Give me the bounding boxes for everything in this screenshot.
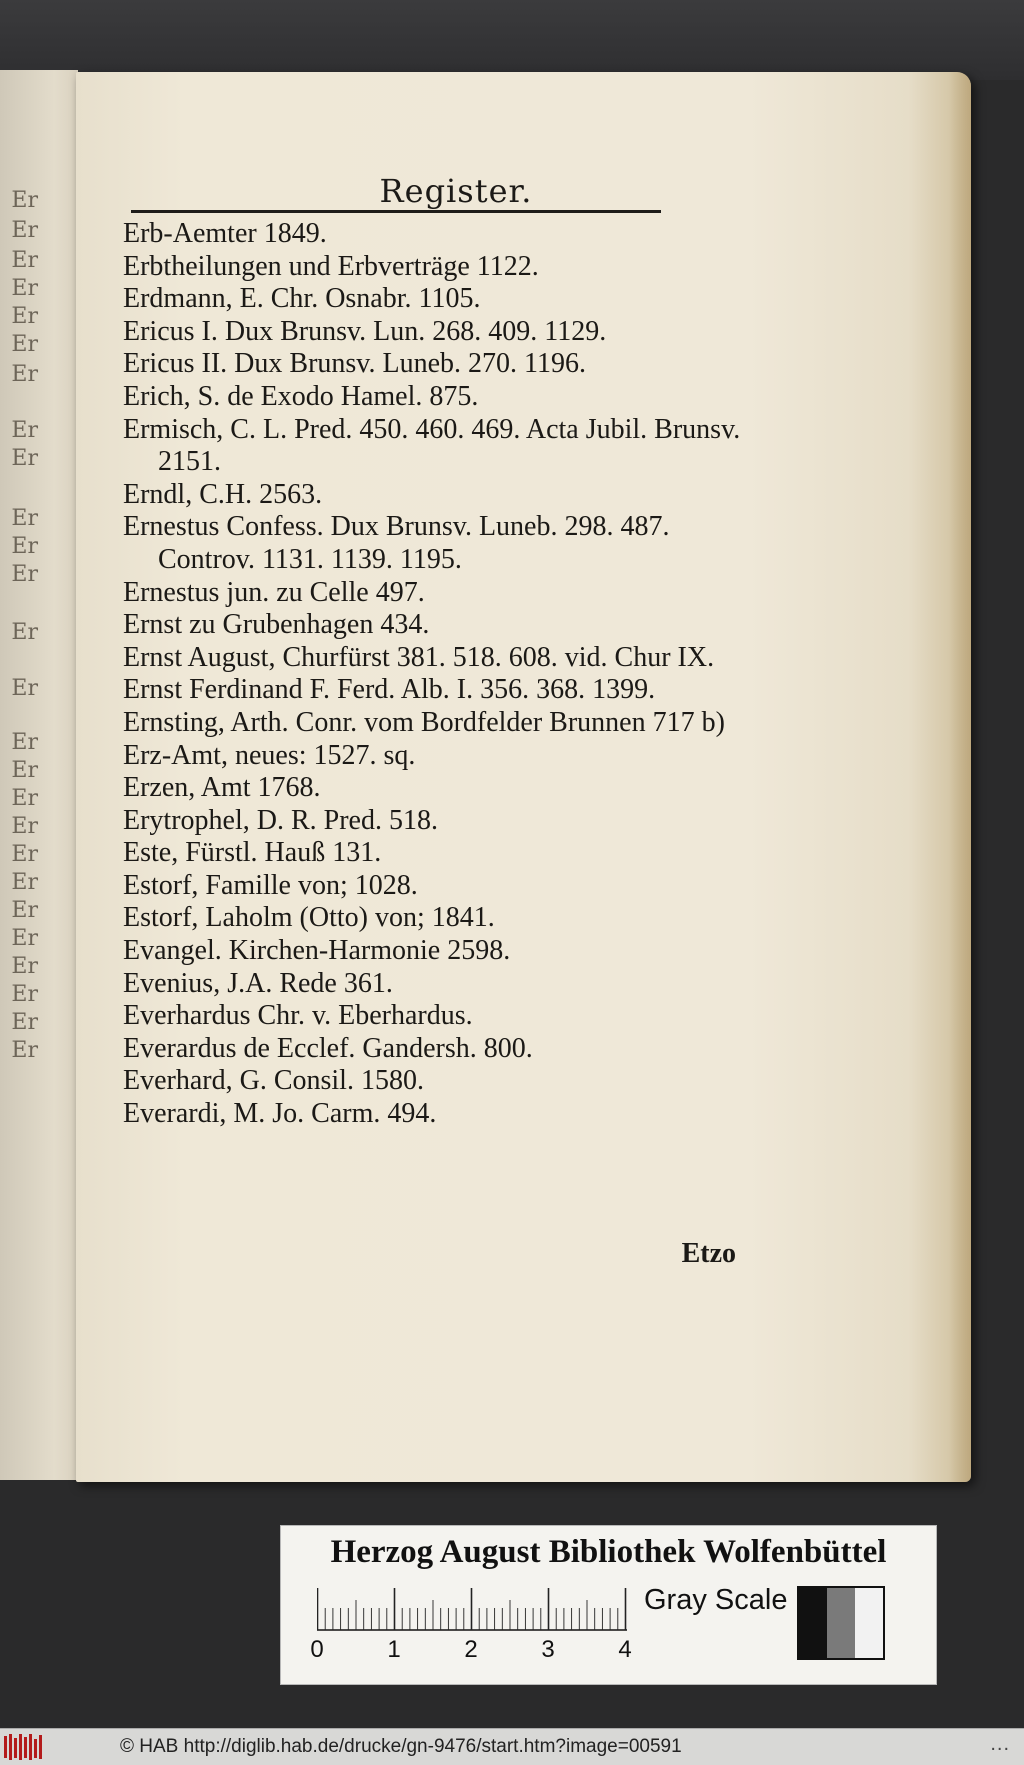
left-page-glyph: Er	[11, 1010, 38, 1035]
register-entry: Erzen, Amt 1768.	[123, 772, 321, 804]
register-entry: Estorf, Laholm (Otto) von; 1841.	[123, 902, 495, 934]
left-page-glyph: Er	[11, 814, 38, 839]
left-page-glyph: Er	[11, 758, 38, 783]
register-entry: Ernst Ferdinand F. Ferd. Alb. I. 356. 368. 1399.	[123, 674, 656, 706]
left-page-glyph: Er	[11, 926, 38, 951]
register-entry: Erich, S. de Exodo Hamel. 875.	[123, 380, 479, 412]
left-page-glyph: Er	[11, 842, 38, 867]
left-page-glyph: Er	[11, 304, 38, 329]
register-entry: Erdmann, E. Chr. Osnabr. 1105.	[123, 283, 481, 315]
head-rule	[131, 210, 661, 213]
left-page-glyph: Er	[11, 534, 38, 559]
register-entry: Ericus II. Dux Brunsv. Luneb. 270. 1196.	[123, 348, 586, 380]
ruler-number: 0	[310, 1636, 324, 1663]
ruler-number: 2	[464, 1636, 478, 1663]
hab-logo-icon	[4, 1734, 46, 1760]
register-entries	[123, 218, 763, 1131]
register-entry: Erbtheilungen und Erbverträge 1122.	[123, 250, 539, 282]
register-entry: Ernsting, Arth. Conr. vom Bordfelder Brunnen 717 b)	[123, 706, 725, 738]
left-page-glyph: Er	[11, 506, 38, 531]
left-page-glyph: Er	[11, 248, 38, 273]
left-page-glyph: Er	[11, 898, 38, 923]
register-entry: Estorf, Famille von; 1028.	[123, 869, 418, 901]
book-page	[76, 72, 971, 1482]
register-entry: Everardus de Ecclef. Gandersh. 800.	[123, 1032, 533, 1064]
scan-backdrop	[0, 0, 1024, 80]
register-entry: Erz-Amt, neues: 1527. sq.	[123, 739, 416, 771]
left-page-glyph: Er	[11, 982, 38, 1007]
left-page-glyph: Er	[11, 218, 38, 243]
register-entry: Evangel. Kirchen-Harmonie 2598.	[123, 935, 511, 967]
left-page-glyph: Er	[11, 954, 38, 979]
status-bar	[0, 1728, 1024, 1765]
ruler-number: 3	[541, 1636, 555, 1663]
library-name: Herzog August Bibliothek Wolfenbüttel	[330, 1534, 887, 1570]
ruler-scale	[317, 1586, 627, 1632]
ruler-number: 4	[618, 1636, 632, 1663]
left-page-glyph: Er	[11, 676, 38, 701]
left-page-glyph: Er	[11, 786, 38, 811]
gray-patch	[799, 1588, 827, 1658]
register-entry: Ernst zu Grubenhagen 434.	[123, 609, 430, 641]
left-page-glyph: Er	[11, 332, 38, 357]
left-page-glyph: Er	[11, 562, 38, 587]
register-entry: Everardi, M. Jo. Carm. 494.	[123, 1098, 437, 1130]
register-entry: Ernestus Confess. Dux Brunsv. Luneb. 298. 487. Controv. 1131. 1139. 1195.	[123, 511, 670, 575]
register-entry: Ernestus jun. zu Celle 497.	[123, 576, 425, 608]
register-entry: Ermisch, C. L. Pred. 450. 460. 469. Acta Jubil. Brunsv. 2151.	[123, 413, 741, 478]
left-page-glyph: Er	[11, 870, 38, 895]
color-target-card	[280, 1525, 937, 1685]
left-page-glyph: Er	[11, 730, 38, 755]
register-entry: Everhardus Chr. v. Eberhardus.	[123, 1000, 473, 1032]
left-page-glyph: Er	[11, 1038, 38, 1063]
register-entry: Erb-Aemter 1849.	[123, 218, 327, 249]
gray-patch	[855, 1588, 883, 1658]
gray-patch	[827, 1588, 855, 1658]
register-entry: Evenius, J.A. Rede 361.	[123, 967, 393, 999]
register-entry: Ernst August, Churfürst 381. 518. 608. vid. Chur IX.	[123, 641, 715, 673]
register-entry: Everhard, G. Consil. 1580.	[123, 1065, 424, 1097]
left-page-glyph: Er	[11, 418, 38, 443]
left-page-glyph: Er	[11, 362, 38, 387]
source-url[interactable]: © HAB http://diglib.hab.de/drucke/gn-9476/start.htm?image=00591	[120, 1736, 682, 1757]
left-page-glyph: Er	[11, 276, 38, 301]
left-page-glyph: Er	[11, 188, 38, 213]
gray-patches	[797, 1586, 885, 1660]
ruler-number: 1	[387, 1636, 401, 1663]
left-page-glyph: Er	[11, 446, 38, 471]
page-fore-edge	[949, 72, 971, 1482]
register-entry: Ericus I. Dux Brunsv. Lun. 268. 409. 1129.	[123, 315, 607, 347]
register-entry: Erytrophel, D. R. Pred. 518.	[123, 804, 438, 836]
left-page-glyph: Er	[11, 620, 38, 645]
more-menu-button[interactable]: ...	[990, 1733, 1010, 1755]
catchword: Etzo	[681, 1238, 736, 1269]
running-head: Register.	[379, 172, 533, 210]
register-entry: Erndl, C.H. 2563.	[123, 478, 323, 510]
gray-scale-label: Gray Scale	[644, 1584, 788, 1616]
adjacent-pages-edge	[0, 70, 78, 1480]
register-entry: Este, Fürstl. Hauß 131.	[123, 837, 382, 869]
